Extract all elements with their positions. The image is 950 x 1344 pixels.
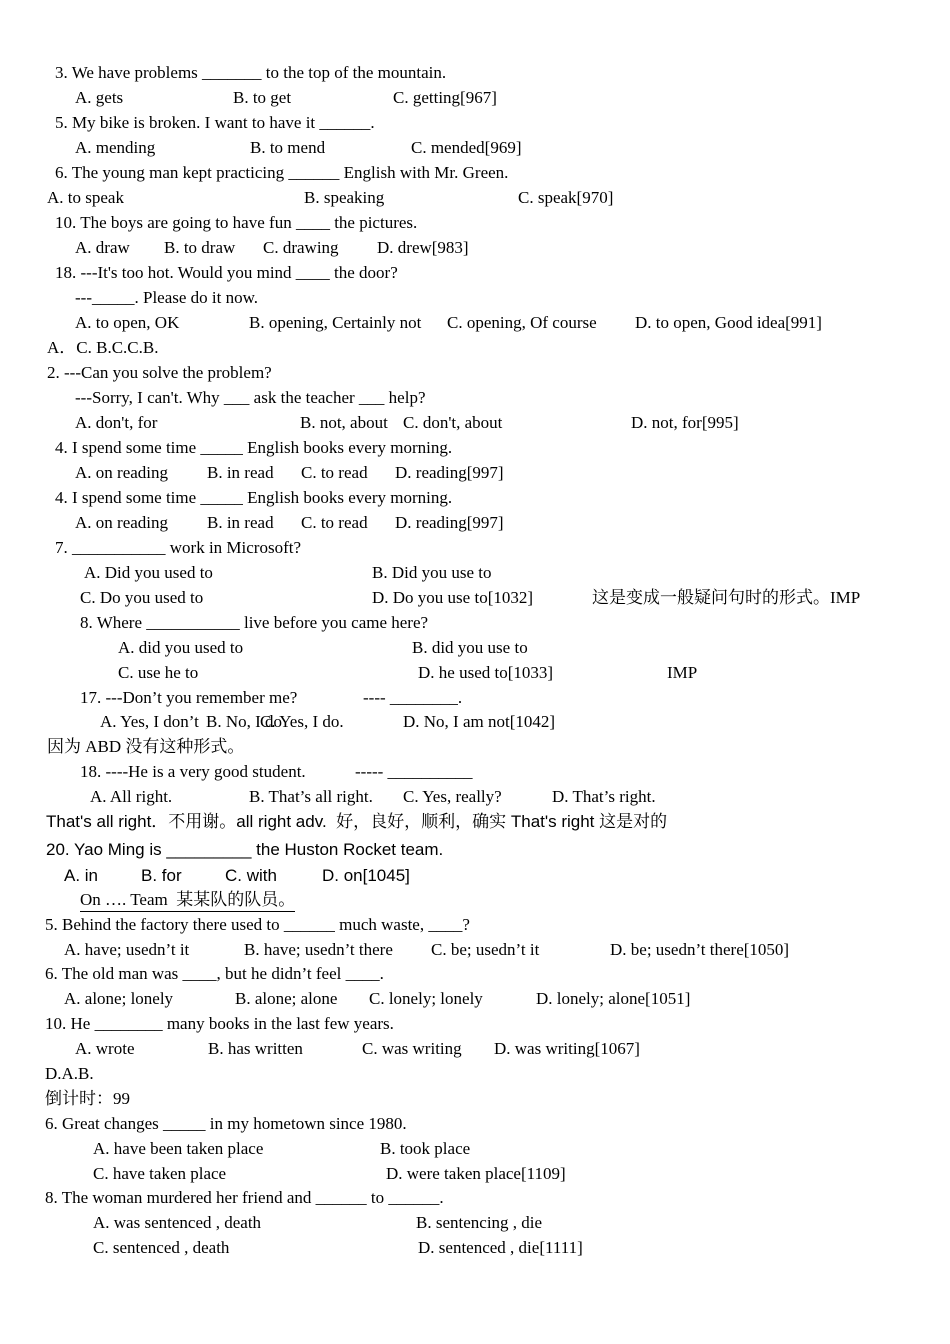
text-line: D. not, for[995] — [631, 413, 739, 432]
text-line: C. have taken place — [93, 1164, 227, 1183]
text-line: A. did you used to — [118, 638, 244, 657]
text-line: D. he used to[1033] — [418, 663, 554, 682]
text-line: A. on reading — [75, 463, 169, 482]
text-line: 8. The woman murdered her friend and ______ to ______. — [45, 1188, 444, 1207]
text-line: C. opening, Of course — [447, 313, 597, 332]
text-line: 20. Yao Ming is _________ the Huston Rocket team. — [46, 840, 444, 859]
text-line: B. opening, Certainly not — [249, 313, 422, 332]
text-line: B. in read — [207, 513, 274, 532]
text-line: C. Yes, I do. — [260, 712, 344, 731]
text-line: C. with — [225, 866, 277, 885]
text-line: A. have been taken place — [93, 1139, 264, 1158]
text-line: C. to read — [301, 463, 368, 482]
text-line: 5. Behind the factory there used to ______ much waste, ____? — [45, 915, 470, 934]
text-line: 2. ---Can you solve the problem? — [47, 363, 272, 382]
text-line: D. drew[983] — [377, 238, 469, 257]
text-line: C. drawing — [263, 238, 339, 257]
text-line: C. lonely; lonely — [369, 989, 483, 1008]
text-line: C. Yes, really? — [403, 787, 502, 806]
text-line: D. to open, Good idea[991] — [635, 313, 822, 332]
text-line: D. on[1045] — [322, 866, 410, 885]
text-line: A．C. B.C.C.B. — [47, 338, 159, 357]
text-line: A. wrote — [75, 1039, 135, 1058]
text-line: ---- ________. — [363, 688, 463, 707]
text-line: C. speak[970] — [518, 188, 614, 207]
text-line: 8. Where ___________ live before you came here? — [80, 613, 429, 632]
text-line: C. mended[969] — [411, 138, 522, 157]
text-line: B. No, I do — [206, 712, 283, 731]
text-line: B. Did you use to — [372, 563, 492, 582]
text-line: A. Did you used to — [84, 563, 213, 582]
text-line: D. reading[997] — [395, 463, 504, 482]
text-line: A. Yes, I don’t — [100, 712, 199, 731]
text-line: 18. ---It's too hot. Would you mind ____ the door? — [55, 263, 398, 282]
text-line: A. to open, OK — [75, 313, 180, 332]
text-line: B. have; usedn’t there — [244, 940, 393, 959]
text-line: 4. I spend some time _____ English books every morning. — [55, 438, 453, 457]
text-line: C. sentenced , death — [93, 1238, 230, 1257]
text-line: 6. The old man was ____, but he didn’t feel ____. — [45, 964, 384, 983]
text-line: 10. He ________ many books in the last few years. — [45, 1014, 394, 1033]
text-line: 6. Great changes _____ in my hometown since 1980. — [45, 1114, 407, 1133]
text-line: B. not, about — [300, 413, 388, 432]
text-line: C. be; usedn’t it — [431, 940, 540, 959]
text-line: C. getting[967] — [393, 88, 497, 107]
text-line: 6. The young man kept practicing ______ English with Mr. Green. — [55, 163, 509, 182]
text-line: 因为 ABD 没有这种形式。 — [47, 737, 245, 756]
text-line: C. don't, about — [403, 413, 503, 432]
text-line: 倒计时：99 — [45, 1089, 130, 1108]
text-line: ----- __________ — [355, 762, 473, 781]
text-line: A. on reading — [75, 513, 169, 532]
text-line: D. sentenced , die[1111] — [418, 1238, 583, 1257]
text-line: B. did you use to — [412, 638, 528, 657]
text-line: A. draw — [75, 238, 130, 257]
text-line: That's all right．不用谢。all right adv. 好，良好，顺利，确实 That's right 这是对的 — [46, 812, 668, 831]
text-line: C. was writing — [362, 1039, 462, 1058]
text-line: A. have; usedn’t it — [64, 940, 190, 959]
text-line: A. gets — [75, 88, 124, 107]
text-line: B. to draw — [164, 238, 236, 257]
text-line: B. has written — [208, 1039, 303, 1058]
text-line: 这是变成一般疑问句时的形式。IMP — [592, 588, 861, 607]
text-line: B. alone; alone — [235, 989, 338, 1008]
text-line: B. That’s all right. — [249, 787, 373, 806]
text-line: D. Do you use to[1032] — [372, 588, 534, 607]
text-line: B. for — [141, 866, 182, 885]
text-line: A. to speak — [47, 188, 124, 207]
text-line: D. lonely; alone[1051] — [536, 989, 691, 1008]
text-line: A. was sentenced , death — [93, 1213, 262, 1232]
text-line: B. sentencing , die — [416, 1213, 543, 1232]
text-line: A. alone; lonely — [64, 989, 174, 1008]
text-line: On …. Team 某某队的队员。 — [80, 889, 295, 912]
text-line: 5. My bike is broken. I want to have it ______. — [55, 113, 375, 132]
text-line: A. mending — [75, 138, 156, 157]
text-line: 18. ----He is a very good student. — [80, 762, 306, 781]
text-line: A. All right. — [90, 787, 173, 806]
text-line: D. reading[997] — [395, 513, 504, 532]
text-line: D. be; usedn’t there[1050] — [610, 940, 790, 959]
text-line: ---_____. Please do it now. — [75, 288, 259, 307]
text-line: B. took place — [380, 1139, 471, 1158]
text-line: C. use he to — [118, 663, 199, 682]
text-line: B. to mend — [250, 138, 326, 157]
text-line: B. to get — [233, 88, 292, 107]
text-line: B. speaking — [304, 188, 385, 207]
text-line: D. were taken place[1109] — [386, 1164, 566, 1183]
text-line: D. was writing[1067] — [494, 1039, 640, 1058]
text-line: IMP — [667, 663, 698, 682]
text-line: 7. ___________ work in Microsoft? — [55, 538, 302, 557]
text-line: C. Do you used to — [80, 588, 204, 607]
text-line: 10. The boys are going to have fun ____ the pictures. — [55, 213, 418, 232]
text-line: C. to read — [301, 513, 368, 532]
text-line: 4. I spend some time _____ English books every morning. — [55, 488, 453, 507]
text-line: 17. ---Don’t you remember me? — [80, 688, 298, 707]
text-line: D. That’s right. — [552, 787, 656, 806]
text-line: A. in — [64, 866, 99, 885]
text-line: D. No, I am not[1042] — [403, 712, 556, 731]
text-line: B. in read — [207, 463, 274, 482]
text-line: 3. We have problems _______ to the top of the mountain. — [55, 63, 447, 82]
text-line: ---Sorry, I can't. Why ___ ask the teacher ___ help? — [75, 388, 426, 407]
text-line: D.A.B. — [45, 1064, 94, 1083]
text-line: A. don't, for — [75, 413, 158, 432]
